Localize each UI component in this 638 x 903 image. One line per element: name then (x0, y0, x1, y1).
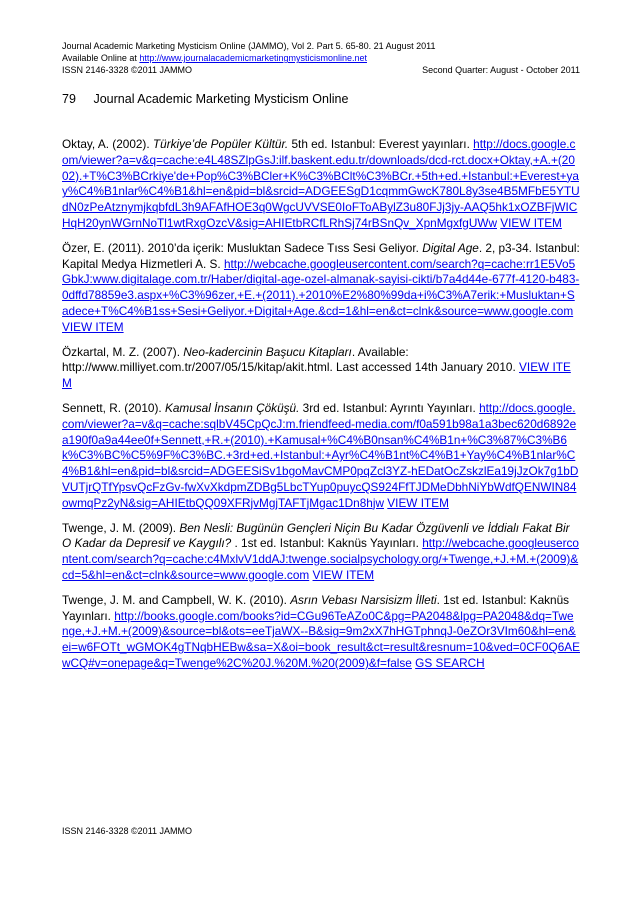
reference-authors-year: Twenge, J. M. and Campbell, W. K. (2010). (62, 592, 291, 607)
reference-url-link[interactable]: http://books.google.com/books?id=CGu96TeAZo0C&pg=PA2048&lpg=PA2048&dq=Twenge,+J.+M.+(2009)&source=bl&ots=eeTjaWX--B&sig=9m2xX7hHGTphnqJ-0eZOr3VIm60&hl=en&ei=w6FOTt_wGMOK4gTNqbHEBw&sa=X&oi=book_result&ct=result&resnum=10&ved=0CF0Q6AEwCQ#v=onepage&q=Twenge%2C%20J.%20M.%20(2009)&f=false (62, 608, 580, 670)
reference-list (62, 137, 580, 681)
reference-authors-year: Özer, E. (2011). 2010’da içerik: Musluktan Sadece Tıss Sesi Geliyor. (62, 240, 423, 255)
reference-url-link[interactable]: http://webcache.googleusercontent.com/search?q=cache:rr1E5Vo5GbkJ:www.digitalage.com.tr/Haber/digital-age-ozel-almanak-sayisi-cikti/b7a4d44e-677f-4120-b483-0dffd78859e3.aspx+%C3%96zer,+E.+(2011).+2010%E2%80%99da+i%C3%A7erik:+Musluktan+Sadece+T%C4%B1ss+Sesi+Geliyor.+Digital+Age.&cd=1&hl=en&ct=clnk&source=www.google.com (62, 256, 580, 318)
reference-entry (62, 241, 580, 336)
page-footer: ISSN 2146-3328 ©2011 JAMMO (62, 826, 193, 836)
reference-authors-year: Özkartal, M. Z. (2007). (62, 344, 184, 359)
reference-publication: . 1st ed. Istanbul: Kaknüs Yayınları. (62, 592, 570, 623)
header-citation-line: Journal Academic Marketing Mysticism Online (JAMMO), Vol 2. Part 5. 65-80. 21 August 2011 (62, 41, 436, 51)
reference-entry (62, 593, 580, 672)
reference-publication: . 2, p3-34. Istanbul: Kapital Medya Hizmetleri A. S. (62, 240, 580, 271)
reference-publication: 3rd ed. Istanbul: Ayrıntı Yayınları. (299, 400, 476, 415)
running-title: Journal Academic Marketing Mysticism Online (93, 92, 349, 106)
view-item-link[interactable]: VIEW ITEM (62, 319, 124, 334)
page-number: 79 (62, 92, 76, 106)
reference-authors-year: Sennett, R. (2010). (62, 400, 165, 415)
reference-url-link[interactable]: http://docs.google.com/viewer?a=v&q=cache:e4L48SZlpGsJ:ilf.baskent.edu.tr/downloads/dcd-rct.docx+Oktay,+A.+(2002).+T%C3%BCrkiye'de+Pop%C3%BCler+K%C3%BClt%C3%BCr.+5th+ed.+Istanbul:+Everest+yay%C4%B1nlar%C4%B1&hl=en&pid=bl&srcid=ADGEESgD1cqmmGwcK780L8y3se4B5MFbE5YTUdN0zPeAtznymjkqbfdL3h9AFAfHOE3q0WgcUVVSE0IoFToABylZ3u80FJj3jy-AAQ5hk1xOZBFjWICHqH20ynWGrnNoTl1wtRxgOzcV&sig=AHIEtbRCfLRhSj74rBSnQv_XpnMgxfgUWw (62, 137, 580, 230)
reference-publication: 5th ed. Istanbul: Everest yayınları. (288, 137, 470, 151)
reference-title: Neo-kadercinin Başucu Kitapları (183, 344, 352, 359)
reference-publication: . 1st ed. Istanbul: Kaknüs Yayınları. (231, 536, 419, 551)
gs-search-link[interactable]: GS SEARCH (415, 655, 485, 670)
header-issn-row (62, 64, 580, 76)
reference-title: Kamusal İnsanın Çöküşü. (164, 400, 300, 415)
view-item-link[interactable]: VIEW ITEM (312, 567, 375, 582)
reference-entry (62, 137, 580, 232)
reference-entry (62, 345, 580, 392)
reference-url-link[interactable]: http://webcache.googleusercontent.com/search?q=cache:c4MxlvV1ddAJ:twenge.socialpsychology.org/+Twenge,+J.+M.+(2009)&cd=5&hl=en&ct=clnk&source=www.google.com (62, 536, 579, 582)
view-item-link[interactable]: VIEW ITEM (62, 360, 571, 391)
journal-header (62, 40, 580, 76)
reference-entry (62, 401, 580, 512)
page-heading (62, 92, 580, 106)
reference-title: Ben Nesli: Bugünün Gençleri Niçin Bu Kadar Özgüvenli ve İddialı Fakat Bir O Kadar da Depresif ve Kaygılı? (62, 520, 570, 551)
view-item-link[interactable]: VIEW ITEM (500, 215, 562, 230)
reference-entry (62, 521, 580, 584)
reference-publication: . Available: http://www.milliyet.com.tr/2007/05/15/kitap/akit.html. Last accessed 14th January 2010. (62, 344, 520, 375)
view-item-link[interactable]: VIEW ITEM (387, 495, 449, 510)
reference-url-link[interactable]: http://docs.google.com/viewer?a=v&q=cache:sqlbV45CpQcJ:m.friendfeed-media.com/f0a591b98a1a3bec620d6892ea190f0a9a44ee0f+Sennett,+R.+(2010).+Kamusal+%C4%B0nsan%C4%B1n+%C3%87%C3%B6k%C3%BC%C5%9F%C3%BC.+3rd+ed.+Istanbul:+Ayr%C4%B1nt%C4%B1+Yay%C4%B1nlar%C4%B1&hl=en&pid=bl&srcid=ADGEESiSv1bgoMavCMP0pqZcl3YZ-hEDatOcZskzlEa19jJzOk7g1bDVUTjrQTfYpsvQcFzGv-fwXvXkdpmZDBg5LbcTYup0puycQS924FfTJDMeDbhNiYbWdfQENWIN84owmqPz2yN&sig=AHIEtbQQ09XFRjvMgjTAFTjMgac1Dn8hjw (62, 400, 579, 510)
reference-title: Asrın Vebası Narsisizm İlleti (290, 592, 437, 607)
reference-title: Digital Age (422, 240, 479, 255)
header-available-label: Available Online at (62, 53, 140, 63)
header-quarter: Second Quarter: August - October 2011 (422, 65, 580, 75)
journal-website-link[interactable]: http://www.journalacademicmarketingmysticismonline.net (139, 53, 367, 63)
header-availability-line (62, 52, 580, 64)
reference-authors-year: Twenge, J. M. (2009). (62, 520, 180, 535)
reference-title: Türkiye’de Popüler Kültür. (152, 137, 289, 151)
reference-authors-year: Oktay, A. (2002). (62, 137, 153, 151)
header-issn: ISSN 2146-3328 ©2011 JAMMO (62, 65, 193, 75)
